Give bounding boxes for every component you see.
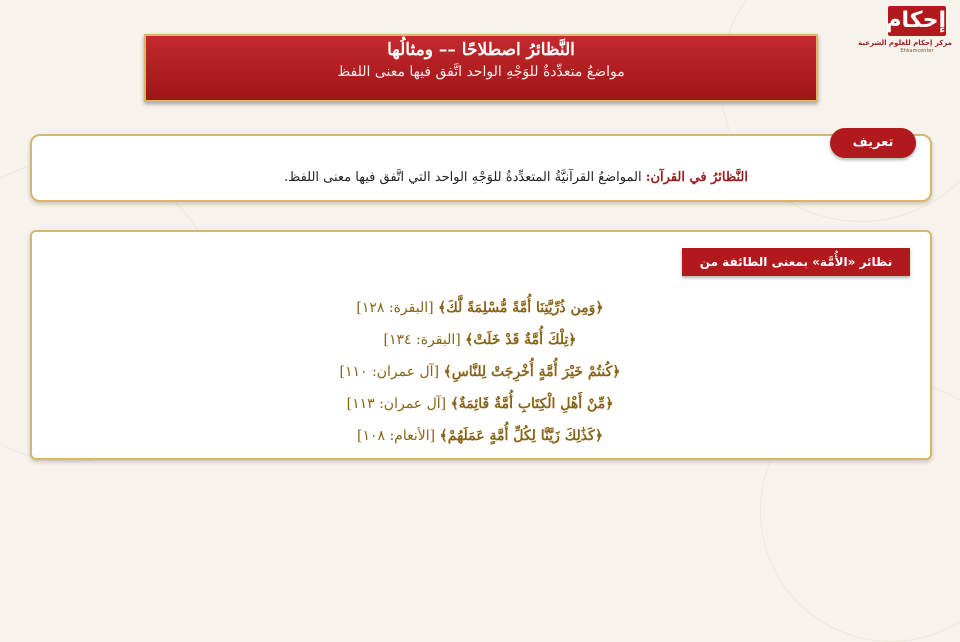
- verse-reference: [البقرة: ١٣٤]: [383, 332, 461, 348]
- verse-item: [200, 420, 760, 452]
- verse-item: [200, 324, 760, 356]
- verse-text: ﴿مِّنْ أَهْلِ الْكِتَابِ أُمَّةٌ قَائِمَةٌ﴾: [450, 396, 614, 412]
- page-title: النَّظائرُ اصطلاحًا –– ومثالُها: [387, 40, 575, 60]
- definition-term: النَّظائرُ في القرآن:: [645, 170, 748, 185]
- verse-item: [200, 356, 760, 388]
- verse-reference: [البقرة: ١٢٨]: [356, 300, 434, 316]
- verse-text: ﴿كَذَٰلِكَ زَيَّنَّا لِكُلِّ أُمَّةٍ عَمَلَهُمْ﴾: [439, 428, 604, 444]
- brand-logo: [858, 6, 952, 66]
- logo-subtitle: مركز إحكام للعلوم الشرعية: [858, 39, 952, 47]
- verse-item: [200, 388, 760, 420]
- definition-tab: تعريف: [830, 128, 916, 158]
- definition-text: [50, 170, 748, 185]
- verse-text: ﴿كُنتُمْ خَيْرَ أُمَّةٍ أُخْرِجَتْ لِلنَّاسِ﴾: [443, 364, 621, 380]
- logo-mark: إحكام: [888, 6, 946, 36]
- verse-reference: [الأنعام: ١٠٨]: [356, 428, 436, 444]
- verse-text: ﴿وَمِن ذُرِّيَّتِنَا أُمَّةً مُّسْلِمَةً لَّكَ﴾: [438, 300, 604, 316]
- title-banner: [144, 34, 818, 102]
- definition-body: المواضعُ القرآنيَّةُ المتعدِّدةُ للوَجْهِ الواحد التي اتَّفق فيها معنى اللفظ.: [284, 170, 646, 185]
- definition-box: [30, 134, 932, 202]
- verse-reference: [آل عمران: ١١٠]: [339, 364, 440, 380]
- page-subtitle: مواضعُ متعدِّدةٌ للوَجْهِ الواحد اتَّفق فيها معنى اللفظ: [337, 64, 625, 80]
- verse-list: [200, 292, 760, 452]
- examples-tab: نظائر «الأُمَّة» بمعنى الطائفة من الناس: [682, 248, 910, 276]
- verse-reference: [آل عمران: ١١٣]: [346, 396, 447, 412]
- verse-item: [200, 292, 760, 324]
- logo-tagline: Ehkamcenter: [900, 48, 934, 54]
- verse-text: ﴿تِلْكَ أُمَّةٌ قَدْ خَلَتْ﴾: [465, 332, 577, 348]
